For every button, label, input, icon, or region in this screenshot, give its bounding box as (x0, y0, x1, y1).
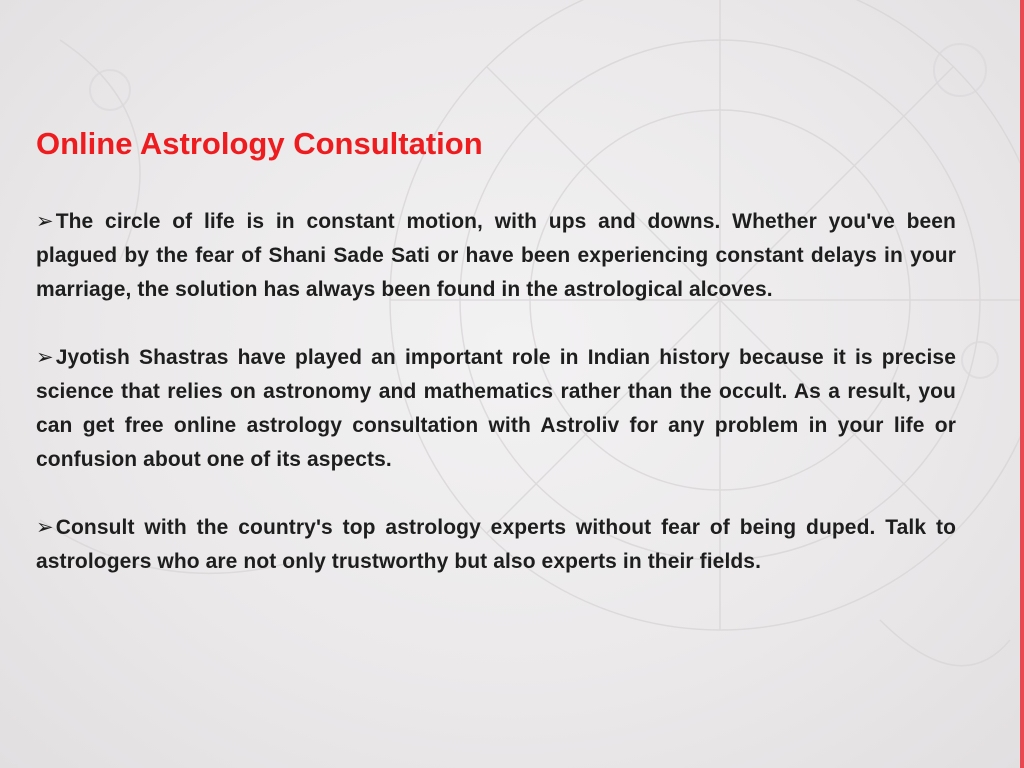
bullet-paragraph-1 (36, 205, 956, 307)
paragraph-text: Jyotish Shastras have played an important role in Indian history because it is precise science that relies on astronomy and mathematics rather than the occult. As a result, you can get free online astrology consultation with Astroliv for any problem in your life or confusion about one of its aspects. (36, 346, 956, 471)
arrow-bullet-icon: ➢ (36, 210, 54, 233)
paragraph-text: The circle of life is in constant motion, with ups and downs. Whether you've been plagued by the fear of Shani Sade Sati or have been experiencing constant delays in your marriage, the solution has always been found in the astrological alcoves. (36, 210, 956, 301)
bullet-paragraph-2 (36, 341, 956, 477)
slide-title: Online Astrology Consultation (36, 126, 483, 161)
bullet-paragraph-3 (36, 511, 956, 579)
arrow-bullet-icon: ➢ (36, 516, 54, 539)
paragraph-text: Consult with the country's top astrology experts without fear of being duped. Talk to astrologers who are not only trustworthy but also experts in their fields. (36, 516, 956, 573)
slide-edge-accent (1020, 0, 1024, 768)
arrow-bullet-icon: ➢ (36, 346, 54, 369)
slide-content (36, 122, 956, 579)
